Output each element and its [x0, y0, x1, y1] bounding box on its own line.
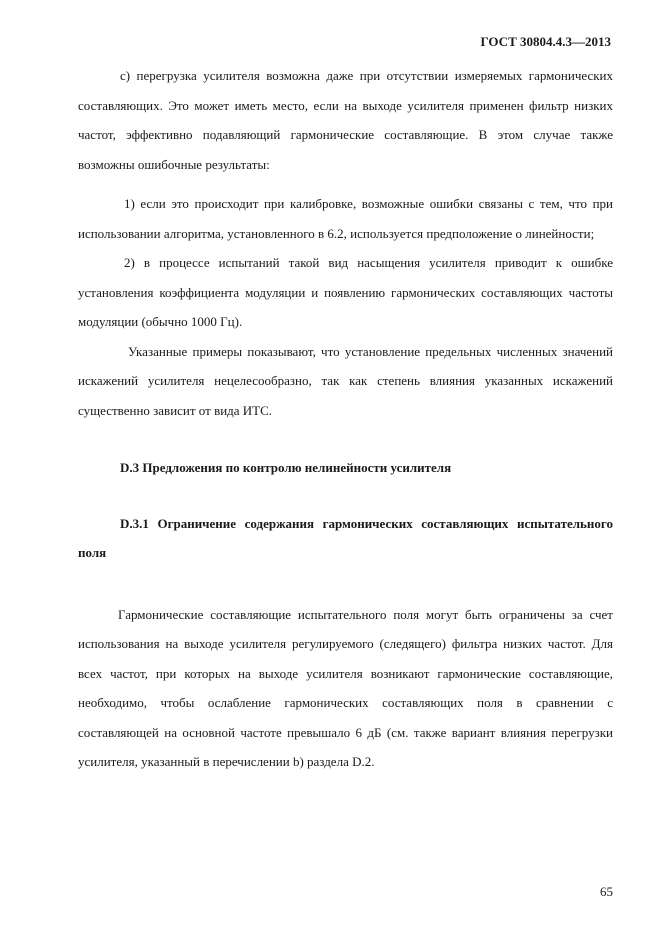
section-heading-d3: D.3 Предложения по контролю нелинейности усилителя [120, 460, 452, 475]
list-item-calibration: 1) если это происходит при калибровке, возможные ошибки связаны с тем, что при использовании алгоритма, установленного в 6.2, используется предположение о линейности; [78, 196, 613, 241]
paragraph-harmonic-limits: Гармонические составляющие испытательного поля могут быть ограничены за счет использования на выходе усилителя регулируемого (следящего) фильтра низких частот. Для всех частот, при которых на выходе усилителя возникают гармонические составляющие, необходимо, чтобы ослабление гармонических составляющих поля в сравнении с составляющей на основной частоте превышало 6 дБ (см. также вариант влияния перегрузки усилителя, указанный в перечислении b) раздела D.2. [78, 606, 613, 769]
document-header: ГОСТ 30804.4.3—2013 [480, 34, 611, 49]
list-item-testing: 2) в процессе испытаний такой вид насыщения усилителя приводит к ошибке установления коэффициента модуляции и появлению гармонических составляющих частоты модуляции (обычно 1000 Гц). [78, 255, 613, 329]
section-heading-d3-1: D.3.1 Ограничение содержания гармонических составляющих испытательного поля [78, 515, 613, 560]
paragraph-examples: Указанные примеры показывают, что установление предельных численных значений искажений усилителя нецелесообразно, так как степень влияния указанных искажений существенно зависит от вида ИТС. [78, 343, 613, 418]
paragraph-overload-amplifier: c) перегрузка усилителя возможна даже при отсутствии измеряемых гармонических составляющих. Это может иметь место, если на выходе усилителя применен фильтр низких частот, эффективно подавляющий гармонические составляющие. В этом случае также возможны ошибочные результаты: [78, 68, 613, 172]
document-body [78, 61, 613, 777]
page-number: 65 [600, 884, 613, 899]
